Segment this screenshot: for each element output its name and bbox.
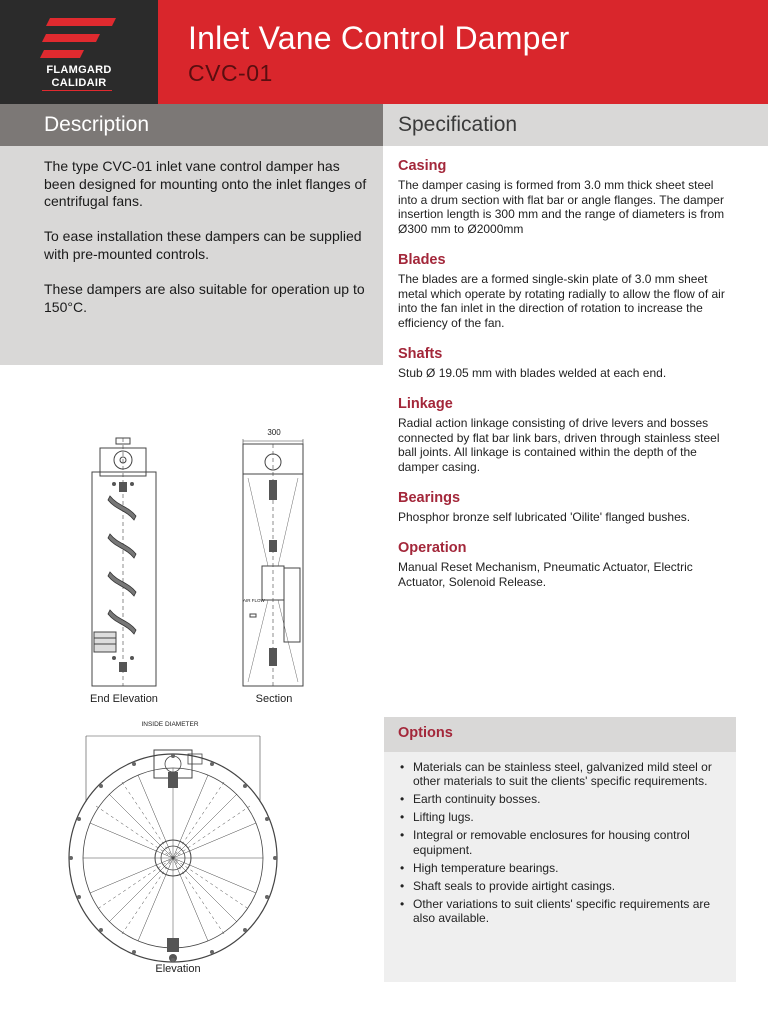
spec-title: Shafts	[398, 346, 443, 362]
list-item: • Lifting lugs.	[398, 810, 728, 824]
options-heading: Options	[398, 725, 453, 741]
description-paragraph: These dampers are also suitable for operation up to 150°C.	[44, 281, 365, 315]
section-drawing	[240, 438, 306, 688]
spec-title: Blades	[398, 252, 446, 268]
description-header	[0, 104, 383, 146]
specification-header	[383, 104, 768, 146]
spec-shafts	[398, 346, 728, 381]
list-item: • Earth continuity bosses.	[398, 792, 728, 806]
logo-underline	[42, 90, 112, 91]
list-item: • Integral or removable enclosures for housing control equipment.	[398, 828, 728, 857]
description-paragraph: The type CVC-01 inlet vane control damper has been designed for mounting onto the inlet flanges of centrifugal fans.	[44, 158, 367, 209]
spec-casing	[398, 158, 728, 236]
elevation-dimension: INSIDE DIAMETER	[141, 721, 199, 728]
list-item: • Shaft seals to provide airtight casings.	[398, 879, 728, 893]
spec-blades	[398, 252, 728, 330]
spec-text: The blades are a formed single-skin plate of 3.0 mm sheet metal which operate by rotating radially to allow the flow of air into the fan inlet in the direction of rotation to increase the efficiency of the fan.	[398, 272, 725, 330]
logo-text-flamgard: FLAMGARD	[46, 64, 112, 76]
product-code: CVC-01	[188, 60, 273, 86]
spec-text: The damper casing is formed from 3.0 mm thick sheet steel into a drum section with flat bar or angle flanges. The damper insertion length is 300 mm and the range of diameters is from Ø300 mm to Ø2000mm	[398, 178, 725, 236]
spec-title: Operation	[398, 540, 467, 556]
spec-title: Bearings	[398, 490, 461, 506]
elevation-caption: Elevation	[155, 963, 201, 975]
spec-text: Manual Reset Mechanism, Pneumatic Actuator, Electric Actuator, Solenoid Release.	[398, 560, 693, 589]
options-header	[384, 717, 736, 752]
elevation-drawing	[66, 732, 286, 964]
section-dimension: 300	[267, 428, 281, 437]
spec-text: Phosphor bronze self lubricated 'Oilite' flanged bushes.	[398, 510, 691, 524]
section-caption: Section	[255, 693, 293, 705]
options-list	[398, 760, 728, 929]
spec-text: Stub Ø 19.05 mm with blades welded at each end.	[398, 366, 667, 380]
list-item: • Other variations to suit clients' specific requirements are also available.	[398, 897, 728, 926]
list-item: • High temperature bearings.	[398, 861, 728, 875]
description-paragraph: To ease installation these dampers can be supplied with pre-mounted controls.	[44, 228, 362, 262]
end-elevation-caption: End Elevation	[90, 693, 158, 705]
spec-linkage	[398, 396, 728, 474]
title-banner	[158, 0, 768, 104]
end-elevation-drawing	[86, 436, 162, 688]
spec-title: Linkage	[398, 396, 453, 412]
options-panel	[384, 717, 736, 982]
logo-stripes-icon	[40, 18, 120, 64]
brand-logo	[0, 0, 158, 104]
specification-heading: Specification	[398, 113, 518, 136]
list-item: • Materials can be stainless steel, galvanized mild steel or other materials to suit the clients' specific requirements.	[398, 760, 728, 789]
description-heading: Description	[44, 113, 150, 136]
spec-operation	[398, 540, 728, 589]
page-title: Inlet Vane Control Damper	[188, 20, 570, 56]
description-panel	[0, 146, 383, 365]
spec-text: Radial action linkage consisting of drive levers and bosses connected by flat bar link bars, driven through stainless steel ball joints. All linkage is contained within the depth of the damper casing.	[398, 416, 720, 474]
page-header	[0, 0, 768, 104]
spec-bearings	[398, 490, 728, 525]
spec-title: Casing	[398, 158, 447, 174]
section-flow-label: AIR FLOW	[243, 598, 265, 603]
logo-text-calidair: CALIDAIR	[51, 77, 107, 89]
